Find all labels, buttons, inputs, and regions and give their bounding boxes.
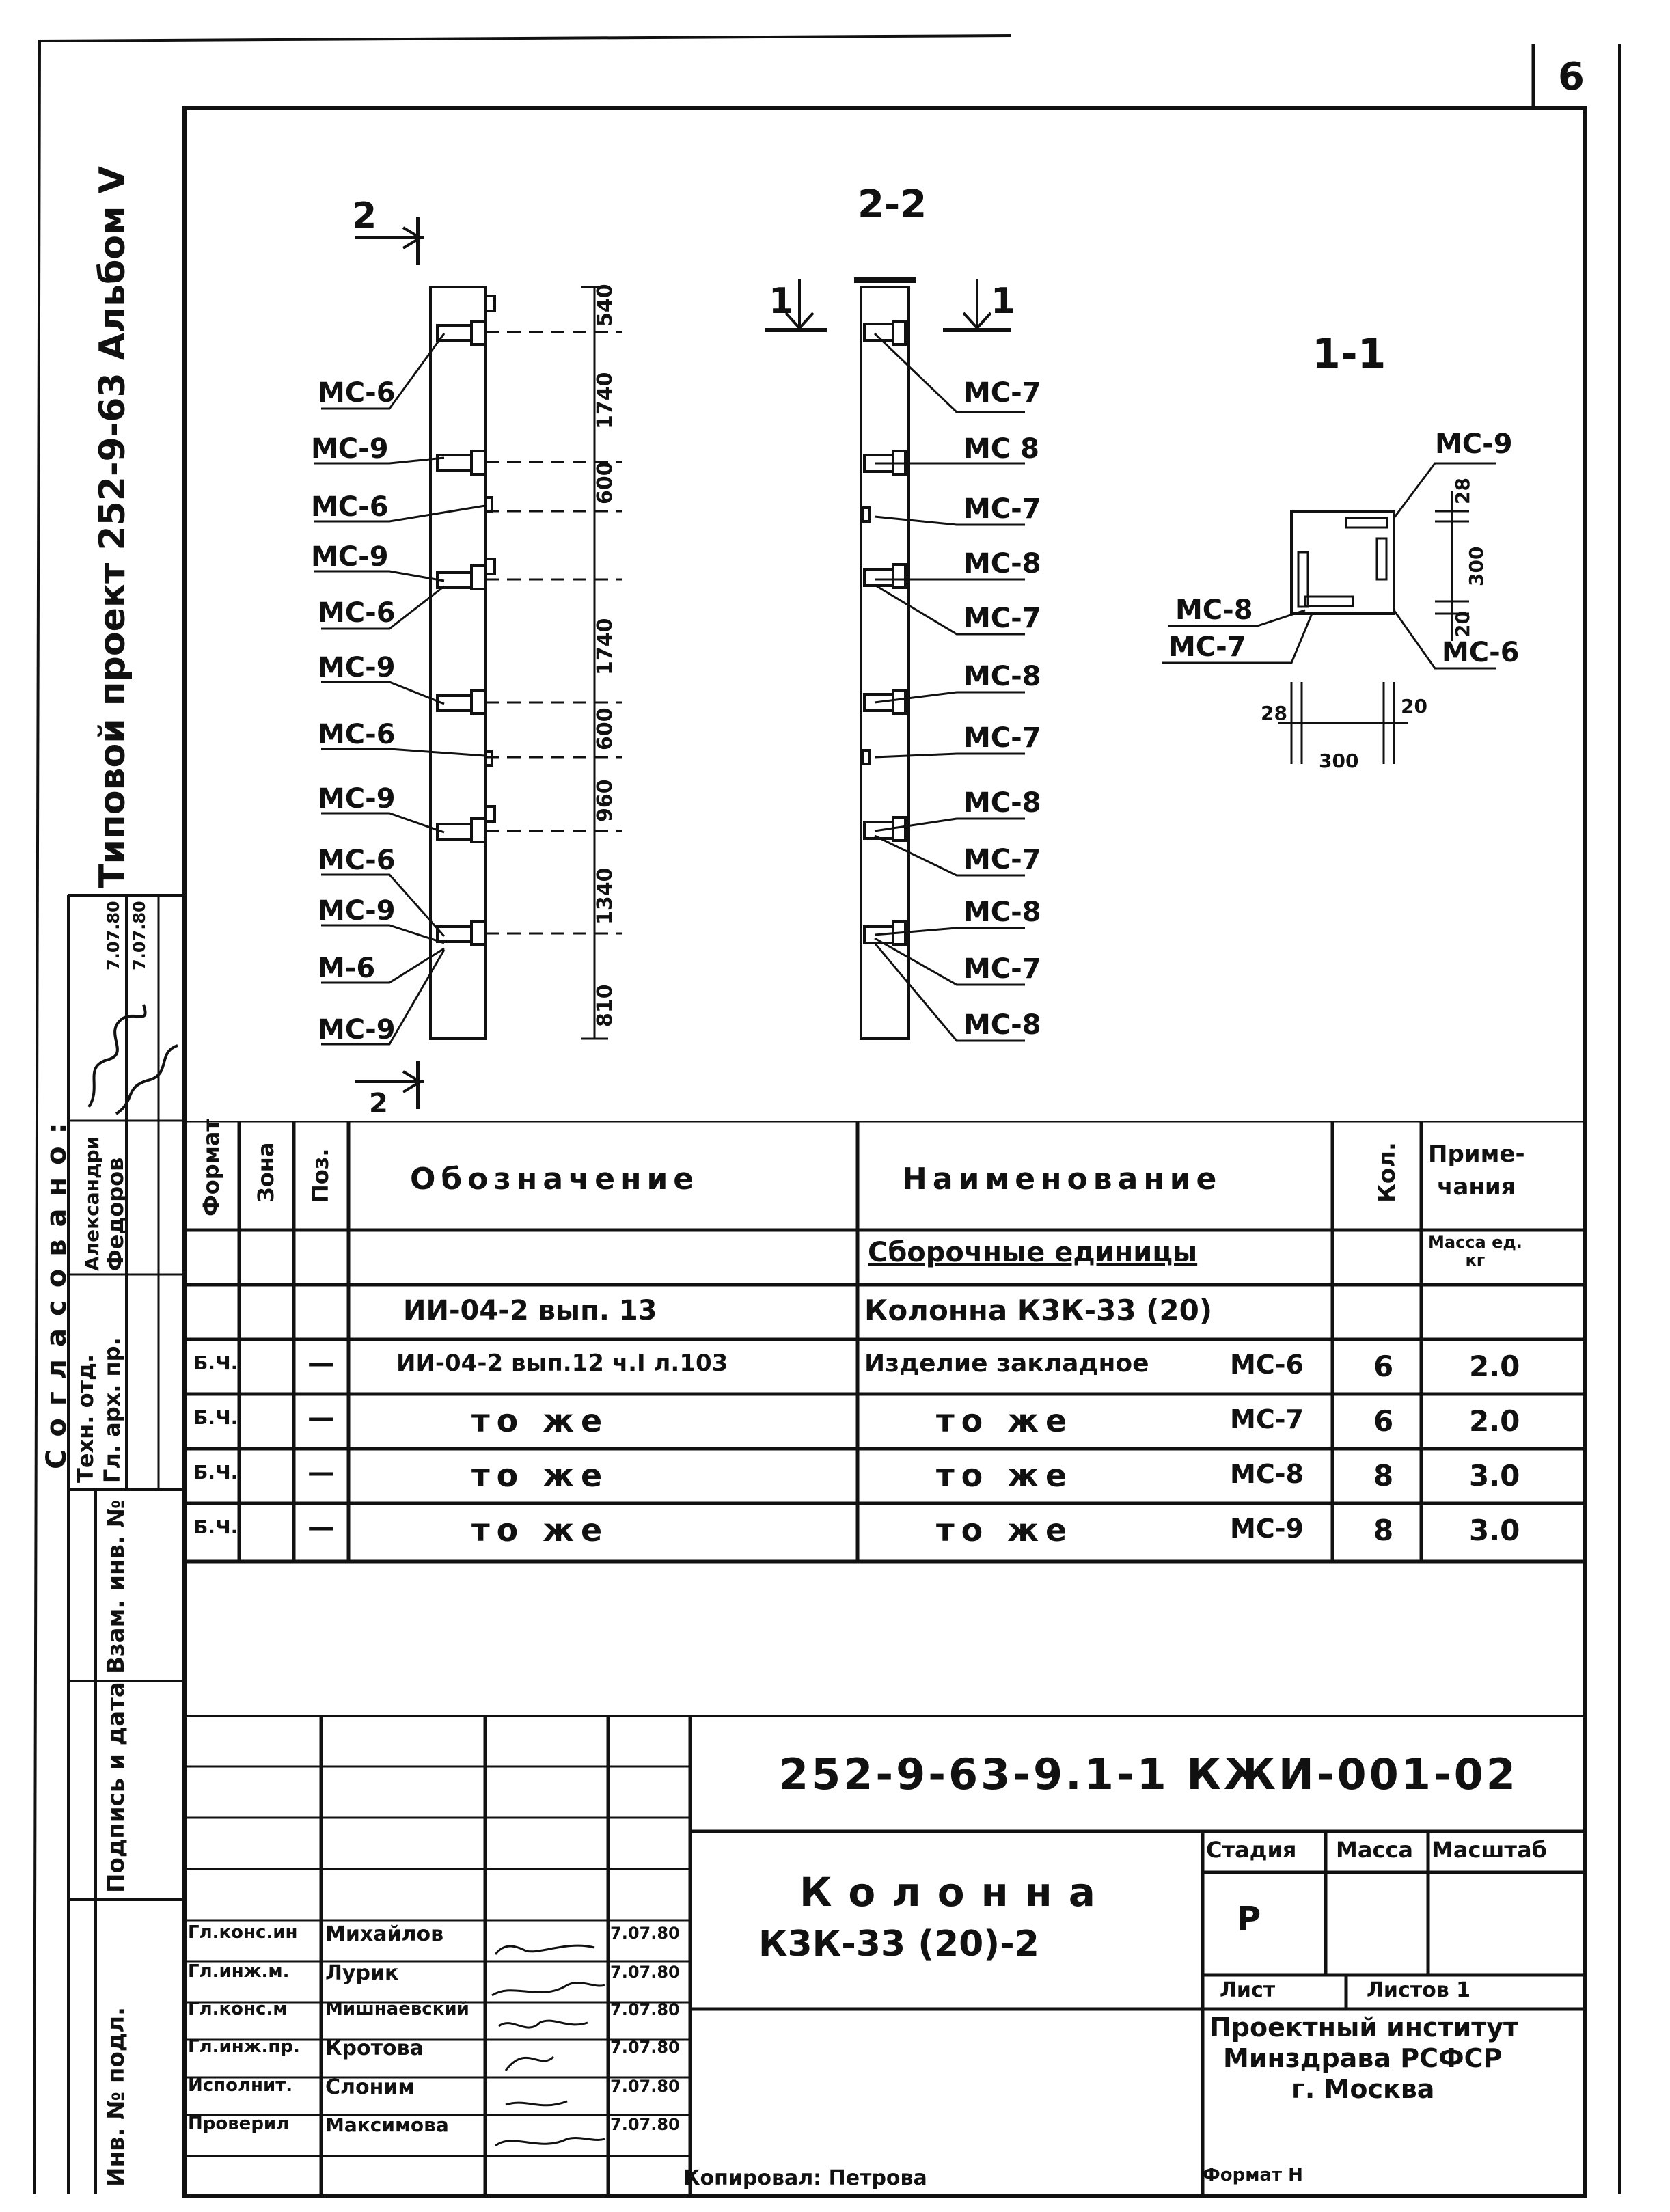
spec-row-2-format: Б.Ч. <box>193 1406 238 1429</box>
svg-text:МС-6: МС-6 <box>318 597 396 629</box>
staff-name-2: Мишнаевский <box>325 1999 469 2019</box>
project-title: Типовой проект 252-9-63 Альбом V <box>92 166 133 888</box>
sheets-label: Листов 1 <box>1367 1978 1471 2002</box>
spec-row-3-qty: 8 <box>1373 1459 1394 1492</box>
spec-row-2-mark: МС-7 <box>1230 1404 1304 1434</box>
approver-name-1: Александри <box>81 1136 103 1271</box>
svg-text:МС-9: МС-9 <box>311 433 389 465</box>
product-name-line2: К3К-33 (20)-2 <box>758 1924 1039 1965</box>
staff-date-0: 7.07.80 <box>610 1924 680 1943</box>
spec-row-4-note: 3.0 <box>1469 1514 1520 1547</box>
svg-text:28: 28 <box>1451 478 1474 504</box>
svg-text:МС-8: МС-8 <box>963 548 1041 579</box>
svg-text:МС-9: МС-9 <box>1435 428 1513 460</box>
svg-text:МС-6: МС-6 <box>318 377 396 409</box>
svg-text:МС-7: МС-7 <box>963 722 1041 754</box>
svg-text:МС-9: МС-9 <box>318 895 396 927</box>
svg-text:МС-9: МС-9 <box>318 652 396 683</box>
staff-name-5: Максимова <box>325 2114 449 2136</box>
spec-row-3-format: Б.Ч. <box>193 1461 238 1484</box>
svg-text:МС-6: МС-6 <box>311 491 389 523</box>
org-line1: Проектный институт <box>1209 2012 1519 2043</box>
spec-row-1-format: Б.Ч. <box>193 1352 238 1374</box>
svg-text:20: 20 <box>1451 611 1474 638</box>
svg-text:600: 600 <box>593 707 617 750</box>
svg-text:540: 540 <box>593 284 617 327</box>
staff-name-1: Лурик <box>325 1961 399 1985</box>
spec-row-1-designation: ИИ-04-2 вып.12 ч.I л.103 <box>396 1350 728 1377</box>
svg-text:МС-7: МС-7 <box>963 953 1041 985</box>
spec-row-3-name: то же <box>936 1457 1074 1494</box>
spec-row-4-format: Б.Ч. <box>193 1516 238 1538</box>
spec-row-4-name: то же <box>936 1512 1074 1548</box>
spec-row-3-mark: МС-8 <box>1230 1459 1304 1489</box>
svg-text:МС 8: МС 8 <box>963 433 1039 465</box>
staff-name-4: Слоним <box>325 2075 415 2099</box>
svg-text:МС-6: МС-6 <box>318 845 396 876</box>
spec-mass-label: Масса ед. кг <box>1428 1233 1522 1270</box>
spec-row-3-note: 3.0 <box>1469 1459 1520 1492</box>
spec-row-4-mark: МС-9 <box>1230 1514 1304 1544</box>
inv-original-label: Инв. № подл. <box>102 2006 130 2187</box>
svg-text:960: 960 <box>593 779 617 822</box>
mass-label: Масса <box>1336 1837 1413 1863</box>
svg-text:МС-6: МС-6 <box>1442 637 1520 668</box>
svg-text:1740: 1740 <box>593 618 617 675</box>
spec-section-title: Сборочные единицы <box>868 1237 1198 1268</box>
spec-header-pos: Поз. <box>307 1148 333 1203</box>
svg-text:600: 600 <box>593 461 617 504</box>
svg-text:МС-8: МС-8 <box>1175 595 1253 626</box>
svg-text:МС-9: МС-9 <box>311 541 389 573</box>
svg-text:МС-9: МС-9 <box>318 1014 396 1046</box>
spec-row-2-designation: то же <box>471 1402 610 1439</box>
staff-role-5: Проверил <box>188 2114 290 2134</box>
spec-header-zone: Зона <box>253 1142 279 1203</box>
svg-text:МС-7: МС-7 <box>1168 631 1246 663</box>
staff-name-0: Михайлов <box>325 1922 444 1946</box>
sheet-label: Лист <box>1220 1978 1276 2002</box>
svg-text:МС-8: МС-8 <box>963 1009 1041 1041</box>
svg-text:300: 300 <box>1319 750 1359 772</box>
spec-row-1-note: 2.0 <box>1469 1350 1520 1383</box>
svg-text:МС-7: МС-7 <box>963 844 1041 875</box>
svg-text:МС-6: МС-6 <box>318 719 396 750</box>
approver-role-2: Гл. арх. пр. <box>99 1337 125 1483</box>
scale-label: Масштаб <box>1432 1837 1547 1863</box>
spec-row-3-designation: то же <box>471 1457 610 1494</box>
svg-text:МС-8: МС-8 <box>963 897 1041 928</box>
spec-row-4-pos: — <box>307 1512 335 1543</box>
svg-text:МС-7: МС-7 <box>963 493 1041 525</box>
spec-row-2-note: 2.0 <box>1469 1404 1520 1438</box>
svg-text:1740: 1740 <box>593 372 617 429</box>
spec-header-qty: Кол. <box>1373 1142 1401 1203</box>
spec-row-0-designation: ИИ-04-2 вып. 13 <box>403 1295 657 1326</box>
spec-row-3-pos: — <box>307 1457 335 1488</box>
approver-signatures <box>75 984 184 1121</box>
spec-row-1-qty: 6 <box>1373 1350 1394 1383</box>
spec-row-4-qty: 8 <box>1373 1514 1394 1547</box>
staff-name-3: Кротова <box>325 2036 424 2060</box>
approver-date-1: 7.07.80 <box>104 901 123 970</box>
approver-role-1: Техн. отд. <box>72 1354 98 1483</box>
svg-text:МС-7: МС-7 <box>963 603 1041 634</box>
svg-text:810: 810 <box>593 984 617 1027</box>
spec-row-1-mark: МС-6 <box>1230 1350 1304 1380</box>
svg-text:М-6: М-6 <box>318 953 376 984</box>
signature-date-label: Подпись и дата <box>102 1682 130 1893</box>
elevation-label-bottom: 2 <box>369 1088 388 1119</box>
org-line2: Минздрава РСФСР <box>1223 2043 1503 2073</box>
spec-header-designation: Обозначение <box>410 1162 700 1197</box>
staff-role-3: Гл.инж.пр. <box>188 2036 300 2057</box>
svg-text:МС-9: МС-9 <box>318 783 396 815</box>
staff-date-5: 7.07.80 <box>610 2115 680 2134</box>
staff-date-1: 7.07.80 <box>610 1963 680 1982</box>
svg-text:20: 20 <box>1401 695 1427 718</box>
spec-header-name: Наименование <box>902 1162 1222 1197</box>
paper-format: Формат Н <box>1203 2165 1303 2185</box>
spec-row-0-name: Колонна К3К-33 (20) <box>864 1294 1213 1327</box>
spec-row-2-name: то же <box>936 1402 1074 1439</box>
approver-date-2: 7.07.80 <box>130 901 149 970</box>
spec-row-1-pos: — <box>307 1348 335 1379</box>
elevation-label: 2 <box>352 195 377 236</box>
org-line3: г. Москва <box>1291 2074 1435 2104</box>
svg-text:300: 300 <box>1465 546 1488 586</box>
section-marker-right: 1 <box>991 281 1016 322</box>
svg-text:28: 28 <box>1261 702 1287 724</box>
svg-text:МС-8: МС-8 <box>963 661 1041 692</box>
left-part-labels <box>311 377 396 1046</box>
spec-row-4-designation: то же <box>471 1512 610 1548</box>
agreed-label: Согласовано: <box>41 1110 72 1469</box>
section-22-label: 2-2 <box>858 182 927 227</box>
staff-date-3: 7.07.80 <box>610 2038 680 2057</box>
staff-role-2: Гл.конс.м <box>188 1999 288 2019</box>
section-11-label: 1-1 <box>1312 330 1386 378</box>
spec-row-2-qty: 6 <box>1373 1404 1394 1438</box>
copied-by: Копировал: Петрова <box>683 2166 927 2190</box>
section-marker-left: 1 <box>769 281 794 322</box>
spec-header-format: Формат <box>198 1119 224 1216</box>
staff-role-0: Гл.конс.ин <box>188 1922 298 1943</box>
spec-row-1-name: Изделие закладное <box>864 1350 1149 1378</box>
svg-text:МС-8: МС-8 <box>963 787 1041 819</box>
approver-name-2: Федоров <box>102 1157 128 1271</box>
svg-text:1340: 1340 <box>593 867 617 925</box>
product-name-line1: Колонна <box>799 1869 1112 1915</box>
staff-date-2: 7.07.80 <box>610 2000 680 2019</box>
spec-row-2-pos: — <box>307 1402 335 1434</box>
left-dimension-labels <box>593 284 617 1027</box>
stage-label: Стадия <box>1206 1837 1297 1863</box>
svg-text:МС-7: МС-7 <box>963 377 1041 409</box>
spec-header-note: Приме- чания <box>1428 1141 1525 1201</box>
sheet-number: 6 <box>1558 55 1585 99</box>
column-drawing <box>184 108 1585 1126</box>
staff-date-4: 7.07.80 <box>610 2077 680 2096</box>
stage-value: Р <box>1237 1900 1261 1938</box>
drawing-code: 252-9-63-9.1-1 КЖИ-001-02 <box>779 1749 1518 1799</box>
staff-role-1: Гл.инж.м. <box>188 1961 290 1982</box>
right-part-labels <box>963 377 1041 1041</box>
staff-role-4: Исполнит. <box>188 2075 293 2096</box>
section-embedded-parts <box>862 321 905 944</box>
inv-replace-label: Взам. инв. № <box>102 1499 130 1674</box>
